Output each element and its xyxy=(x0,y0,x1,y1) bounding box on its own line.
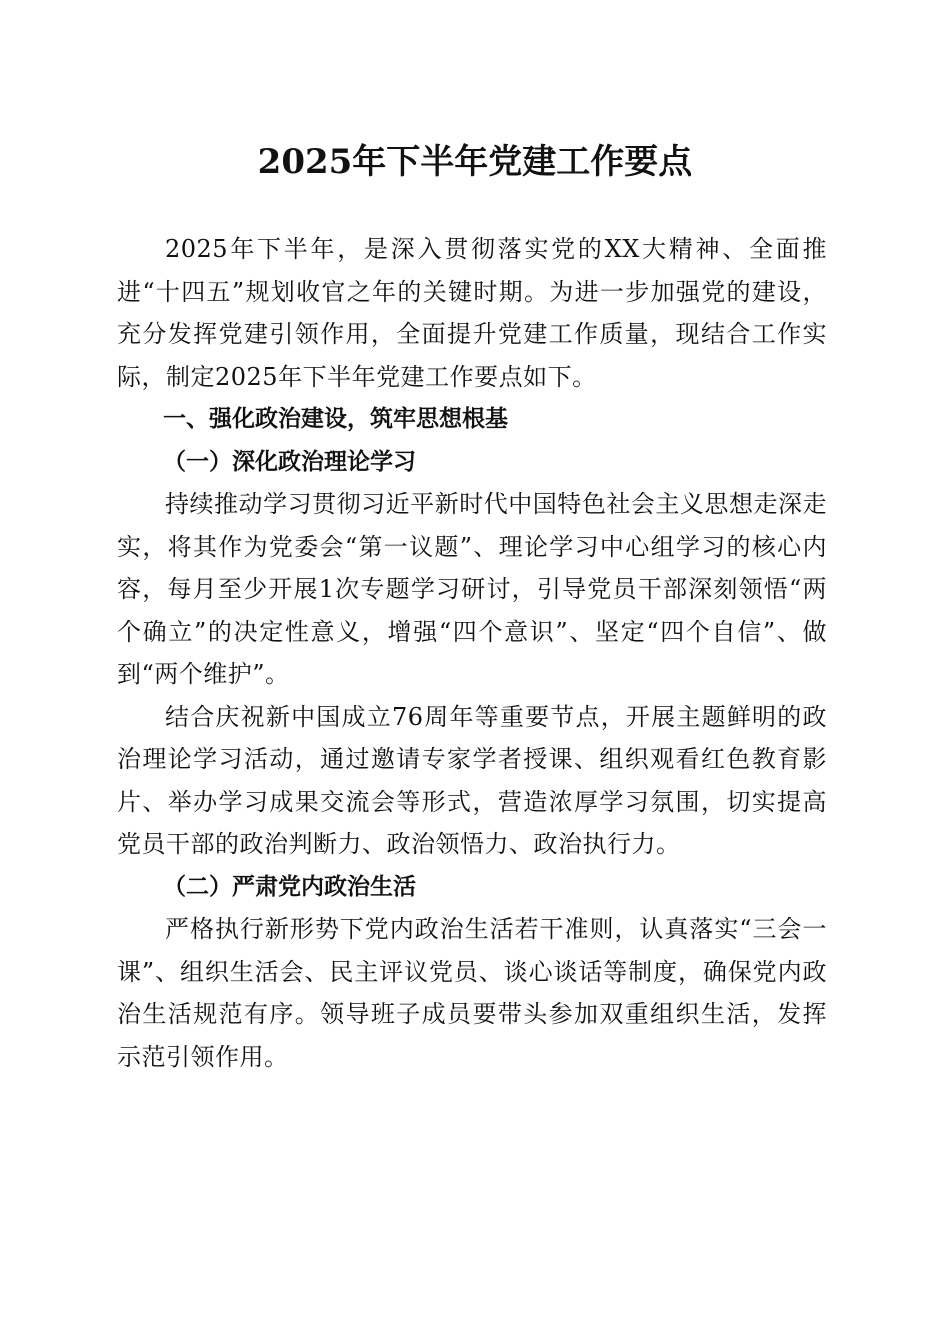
document-title: 2025年下半年党建工作要点 xyxy=(257,142,693,182)
paragraph-1-2: 结合庆祝新中国成立76周年等重要节点，开展主题鲜明的政治理论学习活动，通过邀请专家学者授课、组织观看红色教育影片、举办学习成果交流会等形式，营造浓厚学习氛围，切实提高党员干部的政治判断力、政治领悟力、政治执行力。 xyxy=(117,702,827,858)
paragraph-2-1: 严格执行新形势下党内政治生活若干准则，认真落实“三会一课”、组织生活会、民主评议党员、谈心谈话等制度，确保党内政治生活规范有序。领导班子成员要带头参加双重组织生活，发挥示范引领作用。 xyxy=(117,915,827,1071)
paragraph-1-1: 持续推动学习贯彻习近平新时代中国特色社会主义思想走深走实，将其作为党委会“第一议题”、理论学习中心组学习的核心内容，每月至少开展1次专题学习研讨，引导党员干部深刻领悟“两个确立”的决定性意义，增强“四个意识”、坚定“四个自信”、做到“两个维护”。 xyxy=(117,490,827,688)
subsection-heading-2: （二）严肃党内政治生活 xyxy=(163,872,416,900)
section-heading-1: 一、强化政治建设，筑牢思想根基 xyxy=(163,406,508,432)
subsection-heading-1: （一）深化政治理论学习 xyxy=(163,447,416,475)
document-body xyxy=(117,228,827,1078)
intro-paragraph: 2025年下半年，是深入贯彻落实党的XX大精神、全面推进“十四五”规划收官之年的关键时期。为进一步加强党的建设，充分发挥党建引领作用，全面提升党建工作质量，现结合工作实际，制定2025年下半年党建工作要点如下。 xyxy=(117,235,827,391)
